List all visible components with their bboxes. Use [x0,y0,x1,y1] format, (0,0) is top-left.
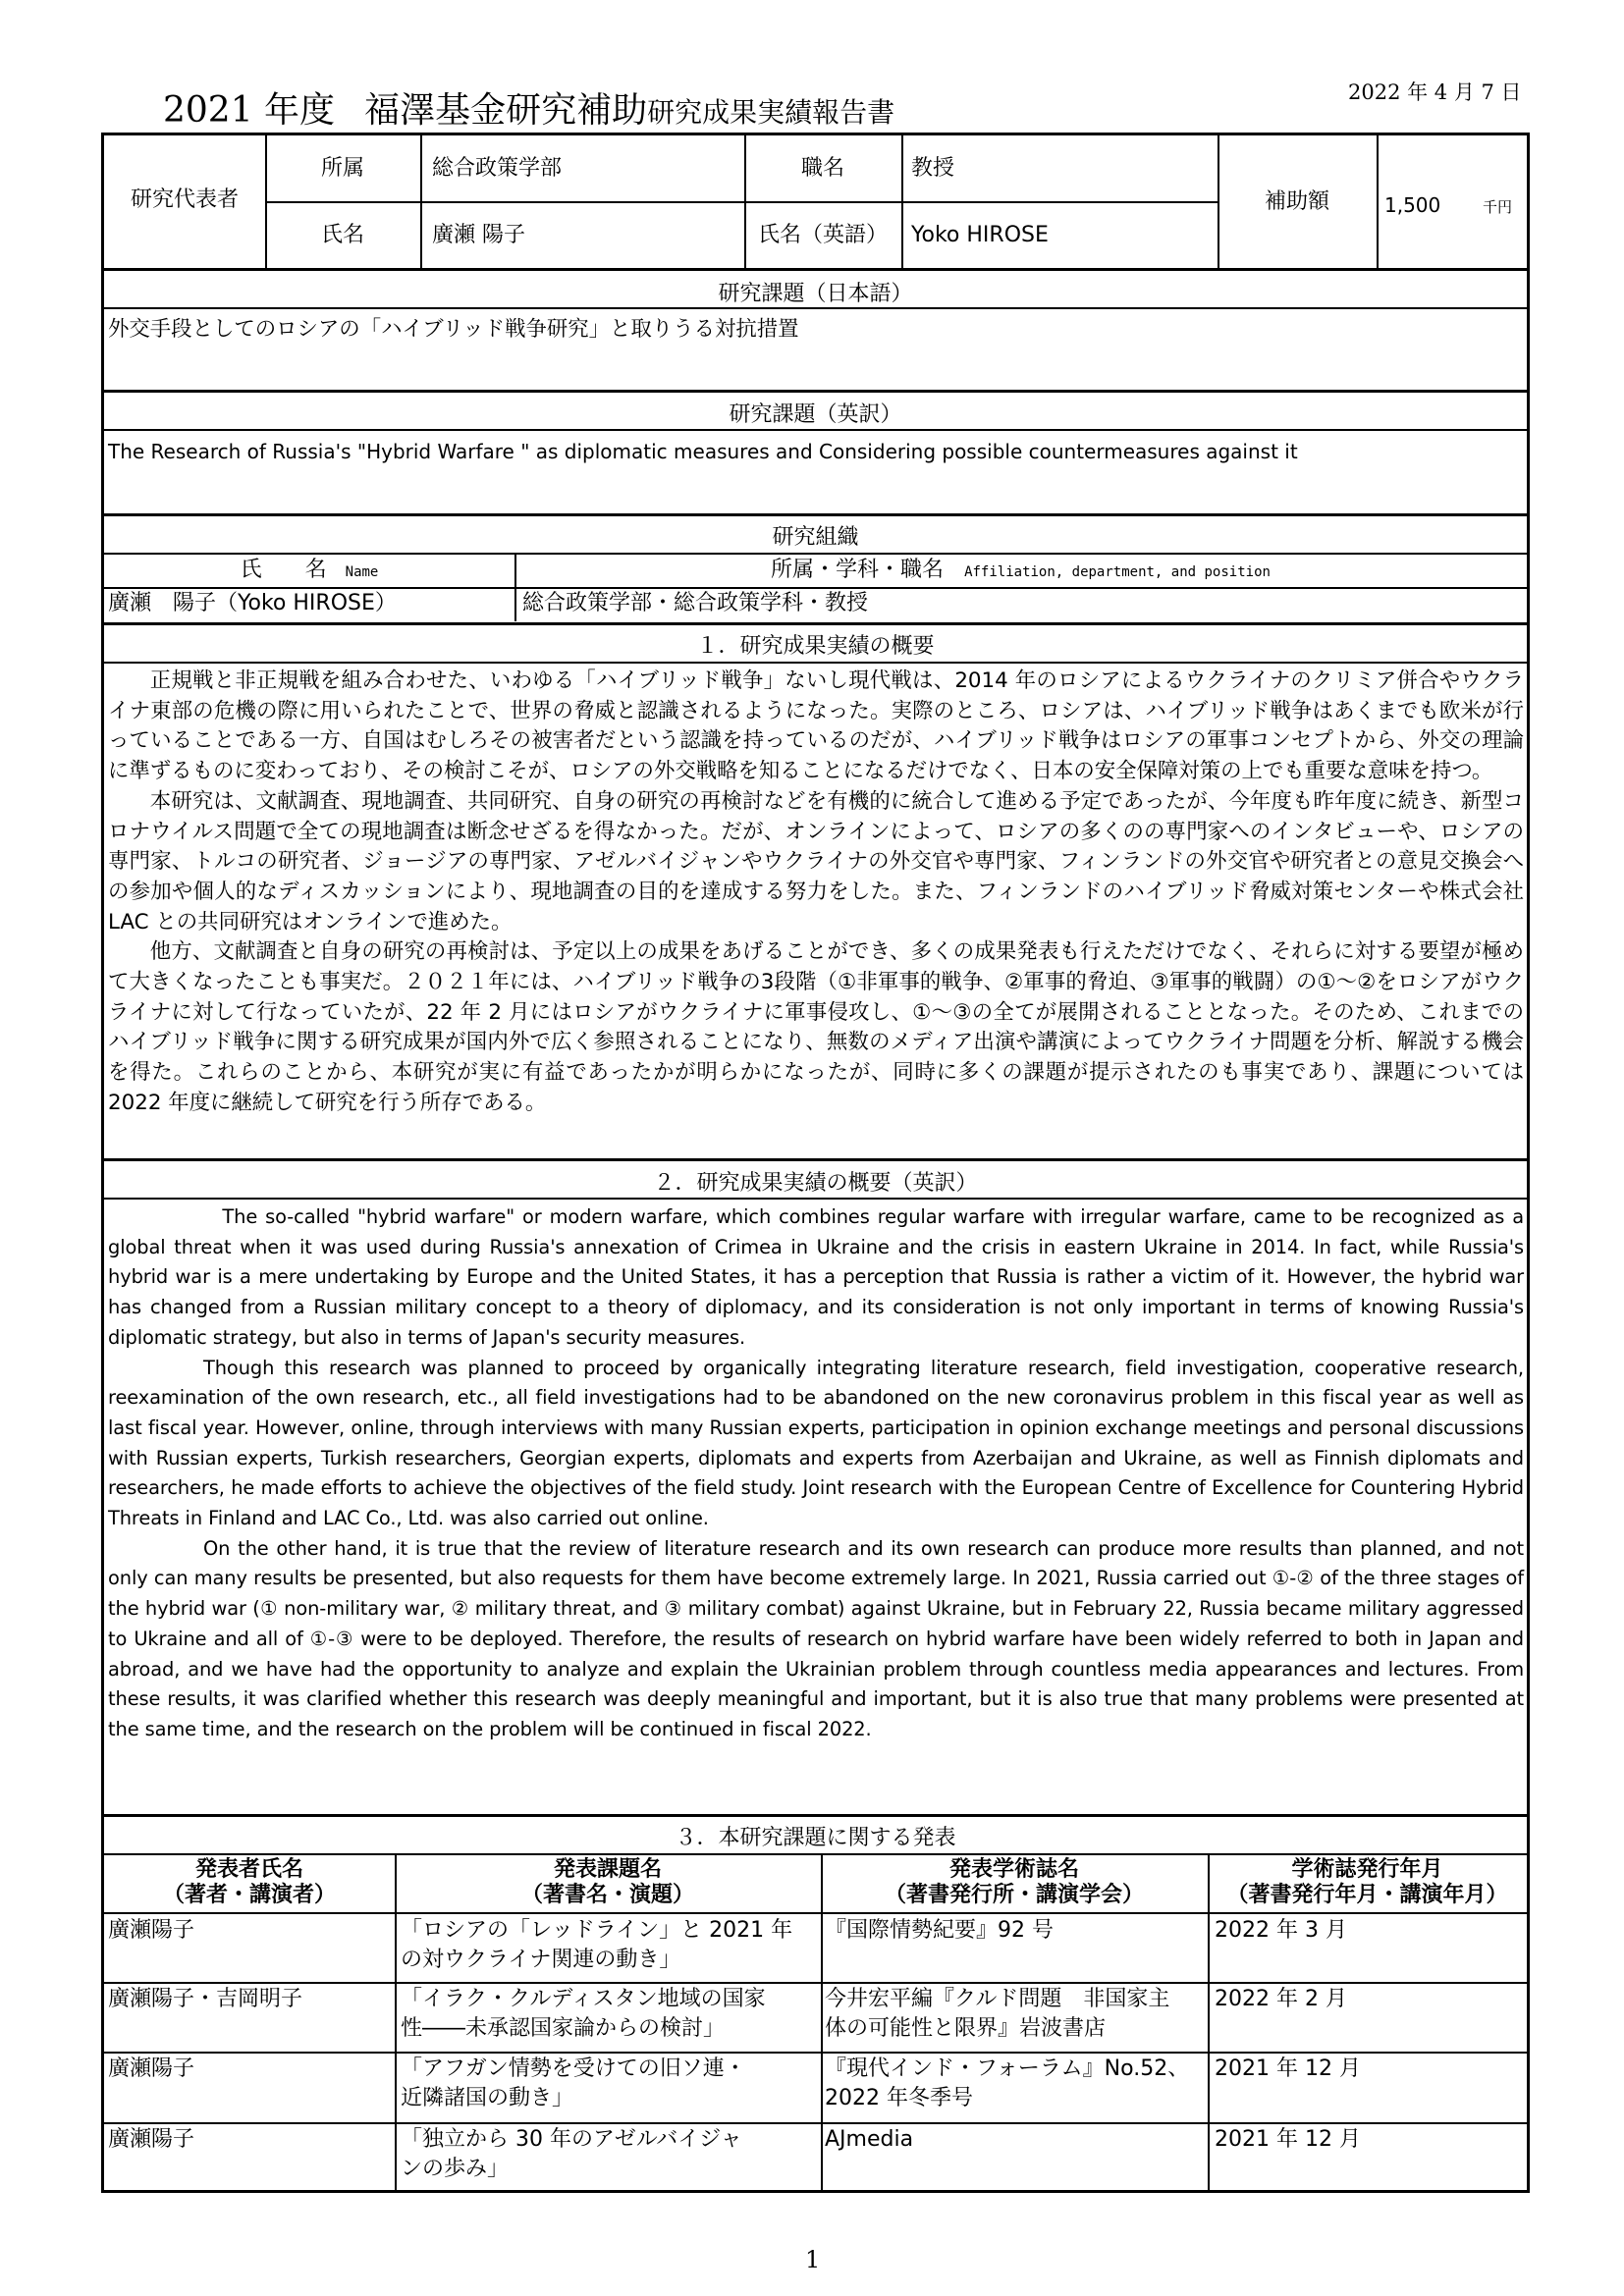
pres-col-journal-main: 発表学術誌名 [948,1857,1079,1882]
org-col-name-jp: 氏 名 [240,558,327,582]
pres-row-journal [825,1985,1203,2044]
pres-row-title-line: 性――未承認国家論からの検討」 [401,2016,726,2041]
pres-row-author: 廣瀬陽子 [108,1918,195,1943]
pres-row-author: 廣瀬陽子 [108,2056,195,2081]
pres-col-author-sub: （著者・講演者） [162,1883,336,1907]
summary-jp-paragraph: 正規戦と非正規戦を組み合わせた、いわゆる「ハイブリッド戦争」ないし現代戦は、2014 年のロシアによるウクライナのクリミア併合やウクライナ東部の危機の際に用いられたことで、世界の脅威と認識されるようになった。実際のところ、ロシアは、ハイブリッド戦争はあくまでも欧米が行っていることである一方、自国はむしろその被害者だという認識を持っているのだが、ハイブリッド戦争はロシアの軍事コンセプトから、外交の理論に準ずるものに変わっており、その検討こそが、ロシアの外交戦略を知ることになるだけでなく、日本の安全保障対策の上でも重要な意味を持つ。 [108,668,1524,784]
pres-row-title-line: 「ロシアの「レッドライン」と 2021 年 [401,1918,793,1943]
pres-row-journal [825,2125,1203,2155]
pres-col-author-main: 発表者氏名 [194,1857,303,1882]
pres-row-title-line: の対ウクライナ関連の動き」 [401,1948,681,1972]
page-number: 1 [805,2246,821,2273]
pres-col-date-sub: （著書発行年月・講演年月） [1226,1883,1508,1907]
summary-en-body [108,1202,1524,1745]
org-member-name: 廣瀬 陽子（Yoko HIROSE） [108,591,397,615]
grant-value: 1,500 [1384,193,1441,217]
summary-jp-body [108,667,1524,1119]
name-en-label: 氏名（英語） [757,223,888,247]
pres-row-journal-line: 今井宏平編『クルド問題 非国家主 [825,1987,1170,2011]
name-en-value: Yoko HIROSE [911,223,1049,247]
affil-value: 総合政策学部 [432,156,563,181]
subject-jp-heading: 研究課題（日本語） [718,282,913,306]
summary-jp-heading: １．研究成果実績の概要 [696,634,935,659]
position-label: 職名 [800,156,844,181]
org-member-affil: 総合政策学部・総合政策学科・教授 [522,591,869,615]
position-value: 教授 [911,156,955,181]
pres-row-date: 2021 年 12 月 [1215,2127,1361,2152]
pres-row-journal-line: 体の可能性と限界』岩波書店 [825,2016,1107,2041]
subject-en-text: The Research of Russia's "Hybrid Warfare " as diplomatic measures and Considering possible countermeasures against it [108,440,1298,463]
pres-row-journal-line: 2022 年冬季号 [825,2086,973,2110]
summary-jp-paragraph: 本研究は、文献調査、現地調査、共同研究、自身の研究の再検討などを有機的に統合して進める予定であったが、今年度も昨年度に続き、新型コロナウイルス問題で全ての現地調査は断念せざるを得なかった。だが、オンラインによって、ロシアの多くのの専門家へのインタビューや、ロシアの専門家、トルコの研究者、ジョージアの専門家、アゼルバイジャンやウクライナの外交官や専門家、フィンランドの外交官や研究者との意見交換会への参加や個人的なディスカッションにより、現地調査の目的を達成する努力をした。また、フィンランドのハイブリッド脅威対策センターや株式会社 LAC との共同研究はオンラインで進めた。 [108,788,1524,934]
pres-row-date: 2021 年 12 月 [1215,2056,1361,2081]
pres-col-journal-sub: （著書発行所・講演学会） [884,1883,1144,1907]
pres-row-journal-line: AJmedia [825,2127,914,2152]
title-report: 研究成果実績報告書 [647,96,895,129]
rep-label: 研究代表者 [130,187,239,212]
pres-row-title-line: 「イラク・クルディスタン地域の国家 [401,1987,766,2011]
pres-row-journal-line: 『現代インド・フォーラム』No.52、 [825,2056,1190,2081]
affil-label: 所属 [320,156,364,181]
pres-row-title-line: 近隣諸国の動き」 [401,2086,574,2110]
name-label: 氏名 [320,223,364,247]
pres-row-date: 2022 年 3 月 [1215,1918,1347,1943]
pres-col-date-main: 学術誌発行年月 [1291,1857,1443,1882]
pres-row-title [401,2125,818,2184]
summary-jp-paragraph: 他方、文献調査と自身の研究の再検討は、予定以上の成果をあげることができ、多くの成果発表も行えただけでなく、それらに対する要望が極めて大きくなったことも事実だ。２０２１年には、ハイブリッド戦争の3段階（①非軍事的戦争、②軍事的脅迫、③軍事的戦闘）の①～②をロシアがウクライナに対して行なっていたが、22 年 2 月にはロシアがウクライナに軍事侵攻し、①～③の全てが展開されることとなった。そのため、これまでのハイブリッド戦争に関する研究成果が国内外で広く参照されることになり、無数のメディア出演や講演によってウクライナ問題を分析、解説する機会を得た。これらのことから、本研究が実に有益であったかが明らかになったが、同時に多くの課題が提示されたのも事実であり、課題については 2022 年度に継続して研究を行う所存である。 [108,939,1524,1115]
summary-en-paragraph: On the other hand, it is true that the review of literature research and its own research can produce more results than planned, and not only can many results be presented, but also requests for them have become extremely large. In 2021, Russia carried out ①-② of the three stages of the hybrid war (① non-military war, ② military threat, and ③ military combat) against Ukraine, but in February 22, Russia became military aggressed to Ukraine and all of ①-③ were to be deployed. Therefore, the results of research on hybrid warfare have been widely referred to both in Japan and abroad, and we have had the opportunity to analyze and explain the Ukrainian problem through countless media appearances and lectures. From these results, it was clarified whether this research was deeply meaningful and important, but it is also true that many problems were presented at the same time, and the research on the problem will be continued in fiscal 2022. [108,1536,1524,1740]
summary-en-heading: ２．研究成果実績の概要（英訳） [653,1171,978,1196]
pres-row-title [401,1916,818,1975]
pres-row-title-line: 「独立から 30 年のアゼルバイジャ [401,2127,742,2152]
pres-col-title-sub: （著書名・演題） [520,1883,694,1907]
subject-en-heading: 研究課題（英訳） [729,402,902,427]
title-year: 2021 年度 [163,90,336,131]
org-col-name-en: Name [345,564,379,580]
summary-en-paragraph: Though this research was planned to proceed by organically integrating literature research, field investigation, cooperative research, reexamination of the own research, etc., all field investigations had to be abandoned on the new coronavirus problem in this fiscal year as well as last fiscal year. However, online, through interviews with many Russian experts, participation in opinion exchange meetings and personal discussions with Russian experts, Turkish researchers, Georgian experts, diplomats and experts from Azerbaijan and Ukraine, as well as Finnish diplomats and researchers, he made efforts to achieve the objectives of the field study. Joint research with the European Centre of Excellence for Countering Hybrid Threats in Finland and LAC Co., Ltd. was also carried out online. [108,1356,1524,1530]
pres-row-title-line: ンの歩み」 [401,2157,510,2181]
pres-row-title-line: 「アフガン情勢を受けての旧ソ連・ [401,2056,746,2081]
pres-row-title [401,2055,818,2113]
pres-row-date: 2022 年 2 月 [1215,1987,1347,2011]
pres-row-journal [825,2055,1203,2113]
pres-col-journal [821,1857,1208,1908]
report-date: 2022 年 4 月 7 日 [1348,80,1522,104]
pres-row-author: 廣瀬陽子 [108,2127,195,2152]
org-col-affil-jp: 所属・学科・職名 [771,558,945,582]
pres-col-title [395,1857,821,1908]
organization-heading: 研究組織 [772,525,859,550]
pres-row-journal [825,1916,1203,1946]
title-fund: 福澤基金研究補助 [364,90,648,131]
subject-jp-text: 外交手段としてのロシアの「ハイブリッド戦争研究」と取りうる対抗措置 [108,317,799,342]
grant-label: 補助額 [1264,189,1329,214]
presentations-heading: ３．本研究課題に関する発表 [675,1826,956,1850]
report-title [163,82,894,133]
pres-row-title [401,1985,818,2044]
pres-col-title-main: 発表課題名 [553,1857,662,1882]
summary-en-paragraph: The so-called "hybrid warfare" or modern warfare, which combines regular warfare with irregular warfare, came to be recognized as a global threat when it was used during Russia's annexation of Crimea in Ukraine and the crisis in eastern Ukraine in 2014. In fact, while Russia's hybrid war is a mere undertaking by Europe and the United States, it has a perception that Russia is rather a victim of it. However, the hybrid war has changed from a Russian military concept to a theory of diplomacy, and its consideration is not only important in terms of knowing Russia's diplomatic strategy, but also in terms of Japan's security measures. [108,1205,1524,1349]
pres-row-author: 廣瀬陽子・吉岡明子 [108,1987,303,2011]
pres-row-journal-line: 『国際情勢紀要』92 号 [825,1918,1054,1943]
name-value: 廣瀬 陽子 [432,223,525,247]
org-col-name [104,557,514,586]
org-col-affil-en: Affiliation, department, and position [964,564,1271,580]
pres-col-author [104,1857,395,1908]
org-col-affil [514,557,1527,586]
grant-unit: 千円 [1483,198,1513,216]
pres-col-date [1208,1857,1527,1908]
